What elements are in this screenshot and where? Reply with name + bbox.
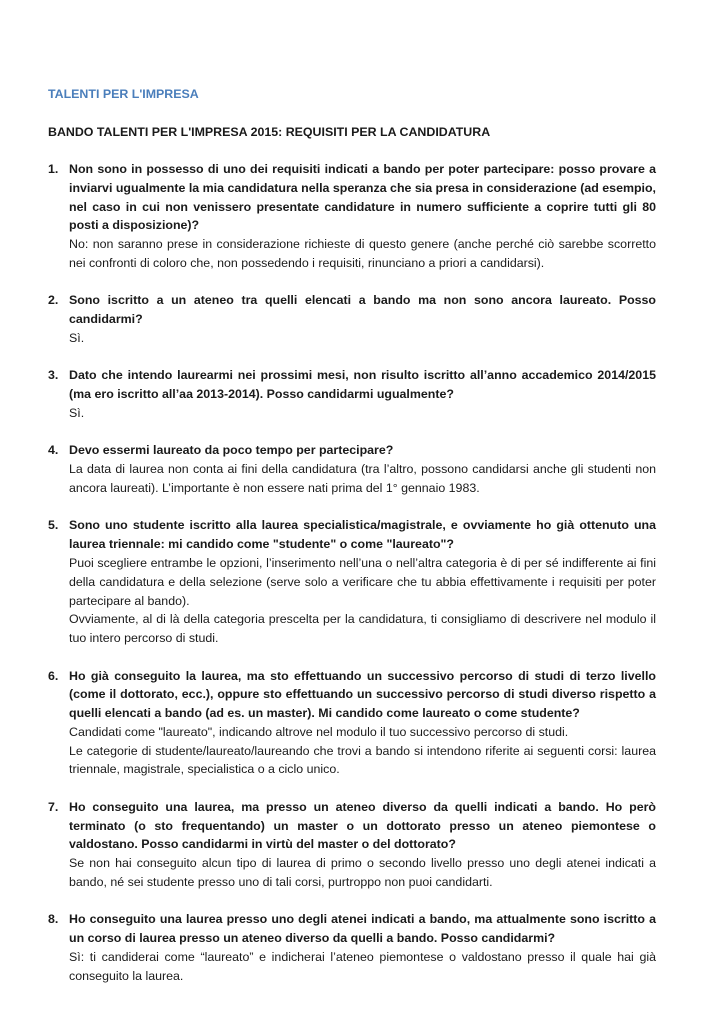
faq-number: 2. <box>48 293 59 308</box>
faq-answer: La data di laurea non conta ai fini della candidatura (tra l’altro, possono candidarsi anche gli studenti non ancora laureati). L’importante è non essere nati prima del 1° gennaio 1983. <box>69 462 656 495</box>
faq-number: 5. <box>48 518 59 533</box>
section-header: TALENTI PER L'IMPRESA <box>48 87 199 101</box>
faq-item-7 <box>48 798 656 892</box>
faq-question: Devo essermi laureato da poco tempo per partecipare? <box>69 443 394 458</box>
faq-answer: Ovviamente, al di là della categoria prescelta per la candidatura, ti consigliamo di descrivere nel modulo il tuo intero percorso di studi. <box>69 612 656 646</box>
faq-item-2 <box>48 291 656 347</box>
faq-question: Sono iscritto a un ateneo tra quelli elencati a bando ma non sono ancora laureato. Posso candidarmi? <box>69 293 656 327</box>
faq-list <box>48 160 656 1004</box>
faq-number: 6. <box>48 668 59 683</box>
faq-number: 7. <box>48 799 59 814</box>
faq-question: Ho già conseguito la laurea, ma sto effettuando un successivo percorso di studi di terzo livello (come il dottorato, ecc.), oppure sto effettuando un successivo percorso di studi diverso rispetto a quelli elencati a bando (ad es. un master). Mi candido come laureato o come studente? <box>69 668 656 721</box>
faq-item-3 <box>48 366 656 422</box>
faq-answer: No: non saranno prese in considerazione richieste di questo genere (anche perché ciò sarebbe scorretto nei confronti di coloro che, non possedendo i requisiti, rinunciano a priori a candidarsi). <box>69 237 656 270</box>
faq-answer: Sì. <box>69 330 85 345</box>
faq-number: 1. <box>48 162 59 176</box>
faq-question: Ho conseguito una laurea presso uno degli atenei indicati a bando, ma attualmente sono iscritto a un corso di laurea presso un ateneo diverso da quelli a bando. Posso candidarmi? <box>69 912 656 946</box>
faq-question: Ho conseguito una laurea, ma presso un ateneo diverso da quelli indicati a bando. Ho però terminato (o sto frequentando) un master o un dottorato presso un ateneo piemontese o valdostano. Posso candidarmi in virtù del master o del dottorato? <box>69 799 656 852</box>
faq-answer: Se non hai conseguito alcun tipo di laurea di primo o secondo livello presso uno degli atenei indicati a bando, né sei studente presso uno di tali corsi, purtroppo non puoi candidarti. <box>69 856 656 890</box>
faq-answer: Puoi scegliere entrambe le opzioni, l’inserimento nell’una o nell’altra categoria è di per sé indifferente ai fini della candidatura e della selezione (serve solo a verificare che tu abbia effettivamente i requisiti per poter partecipare al bando). <box>69 555 656 608</box>
document-title: BANDO TALENTI PER L'IMPRESA 2015: REQUISITI PER LA CANDIDATURA <box>48 125 491 139</box>
faq-answer: Sì: ti candiderai come “laureato” e indicherai l’ateneo piemontese o valdostano presso il quale hai già conseguito la laurea. <box>69 950 656 983</box>
faq-question: Sono uno studente iscritto alla laurea specialistica/magistrale, e ovviamente ho già ottenuto una laurea triennale: mi candido come "studente" o come "laureato"? <box>69 518 656 552</box>
faq-item-1 <box>48 160 656 273</box>
faq-item-6 <box>48 667 656 780</box>
faq-question: Non sono in possesso di uno dei requisiti indicati a bando per poter partecipare: posso provare a inviarvi ugualmente la mia candidatura nella speranza che sia presa in considerazione (ad esempio, nel caso in cui non venissero presentate candidature in numero sufficiente a coprire tutti gli 80 posti a disposizione)? <box>69 162 656 233</box>
faq-question: Dato che intendo laurearmi nei prossimi mesi, non risulto iscritto all’anno accademico 2014/2015 (ma ero iscritto all’aa 2013-2014). Posso candidarmi ugualmente? <box>69 368 656 402</box>
faq-number: 4. <box>48 443 59 458</box>
faq-item-8 <box>48 910 656 985</box>
faq-answer: Sì. <box>69 405 85 420</box>
faq-answer: Candidati come "laureato", indicando altrove nel modulo il tuo successivo percorso di studi. <box>69 724 569 739</box>
faq-number: 3. <box>48 368 59 383</box>
faq-item-5 <box>48 516 656 648</box>
faq-item-4 <box>48 441 656 497</box>
faq-number: 8. <box>48 912 59 927</box>
faq-answer: Le categorie di studente/laureato/laureando che trovi a bando si intendono riferite ai seguenti corsi: laurea triennale, magistrale, specialistica o a ciclo unico. <box>69 743 656 777</box>
